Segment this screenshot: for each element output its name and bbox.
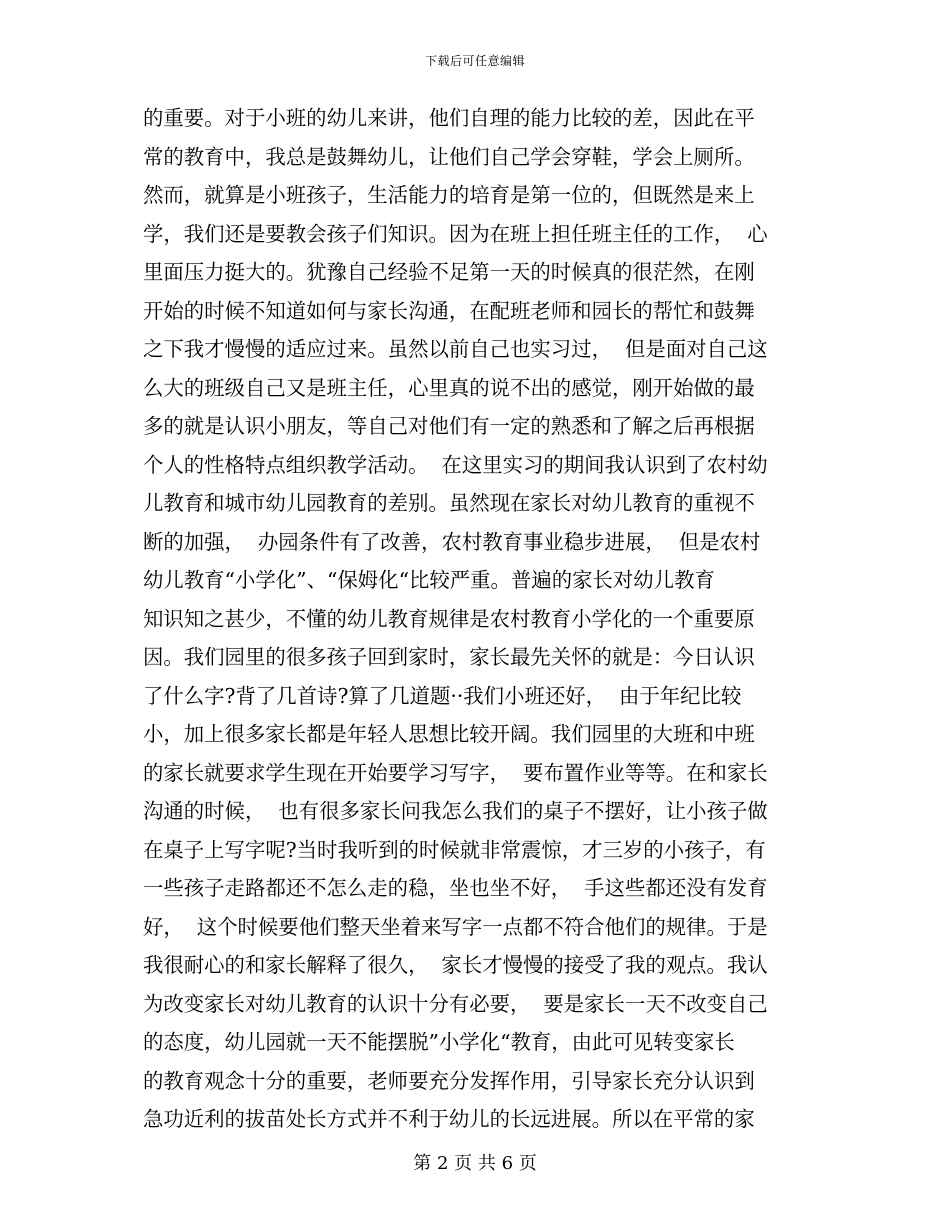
text-line: 小，加上很多家长都是年轻人思想比较开阔。我们园里的大班和中班 [143,722,755,746]
text-line: 多的就是认识小朋友，等自己对他们有一定的熟悉和了解之后再根据 [143,414,755,438]
text-line: 沟通的时候， 也有很多家长问我怎么我们的桌子不摆好，让小孩子做 [143,799,768,823]
body-text [143,99,808,1139]
text-line: 的教育观念十分的重要，老师要充分发挥作用，引导家长充分认识到 [143,1068,755,1093]
text-line: 的重要。对于小班的幼儿来讲，他们自理的能力比较的差，因此在平 [143,106,755,130]
text-line: 学，我们还是要教会孩子们知识。因为在班上担任班主任的工作， 心 [143,221,768,246]
text-line: 里面压力挺大的。犹豫自己经验不足第一天的时候真的很茫然，在刚 [143,260,755,284]
text-line: 开始的时候不知道如何与家长沟通，在配班老师和园长的帮忙和鼓舞 [143,298,755,323]
text-line: 的态度，幼儿园就一天不能摆脱”小学化“教育，由此可见转变家长 [143,1030,735,1054]
text-line: 然而，就算是小班孩子，生活能力的培育是第一位的，但既然是来上 [143,183,755,207]
text-line: 常的教育中，我总是鼓舞幼儿，让他们自己学会穿鞋，学会上厕所。 [143,144,755,169]
page-number: 第 2 页 共 6 页 [413,1153,537,1174]
text-line: 因。我们园里的很多孩子回到家时，家长最先关怀的就是：今日认识 [143,645,755,669]
text-line: 急功近利的拔苗处长方式并不利于幼儿的长远进展。所以在平常的家 [143,1107,755,1131]
text-line: 断的加强， 办园条件有了改善，农村教育事业稳步进展， 但是农村 [143,529,761,554]
text-line: 知识知之甚少，不懂的幼儿教育规律是农村教育小学化的一个重要原 [143,606,755,631]
text-line: 的家长就要求学生现在开始要学习写字， 要布置作业等等。在和家长 [143,760,768,785]
text-line: 个人的性格特点组织教学活动。 在这里实习的期间我认识到了农村幼 [143,452,768,477]
text-line: 幼儿教育“小学化”、“保姆化“比较严重。普遍的家长对幼儿教育 [143,568,715,592]
text-line: 了什么字?背了几首诗?算了几道题··我们小班还好， 由于年纪比较 [143,683,742,708]
text-line: 为改变家长对幼儿教育的认识十分有必要， 要是家长一天不改变自己 [143,991,768,1016]
text-line: 我很耐心的和家长解释了很久， 家长才慢慢的接受了我的观点。我认 [143,953,768,977]
text-line: 在桌子上写字呢?当时我听到的时候就非常震惊，才三岁的小孩子，有 [143,837,766,862]
text-line: 儿教育和城市幼儿园教育的差别。虽然现在家长对幼儿教育的重视不 [143,491,755,515]
text-line: 之下我才慢慢的适应过来。虽然以前自己也实习过， 但是面对自己这 [143,337,768,361]
text-line: 么大的班级自己又是班主任，心里真的说不出的感觉，刚开始做的最 [143,375,755,400]
text-line: 好， 这个时候要他们整天坐着来写字一点都不符合他们的规律。于是 [143,914,768,939]
page-header: 下载后可任意编辑 [424,54,525,68]
text-line: 一些孩子走路都还不怎么走的稳，坐也坐不好， 手这些都还没有发育 [143,876,768,900]
